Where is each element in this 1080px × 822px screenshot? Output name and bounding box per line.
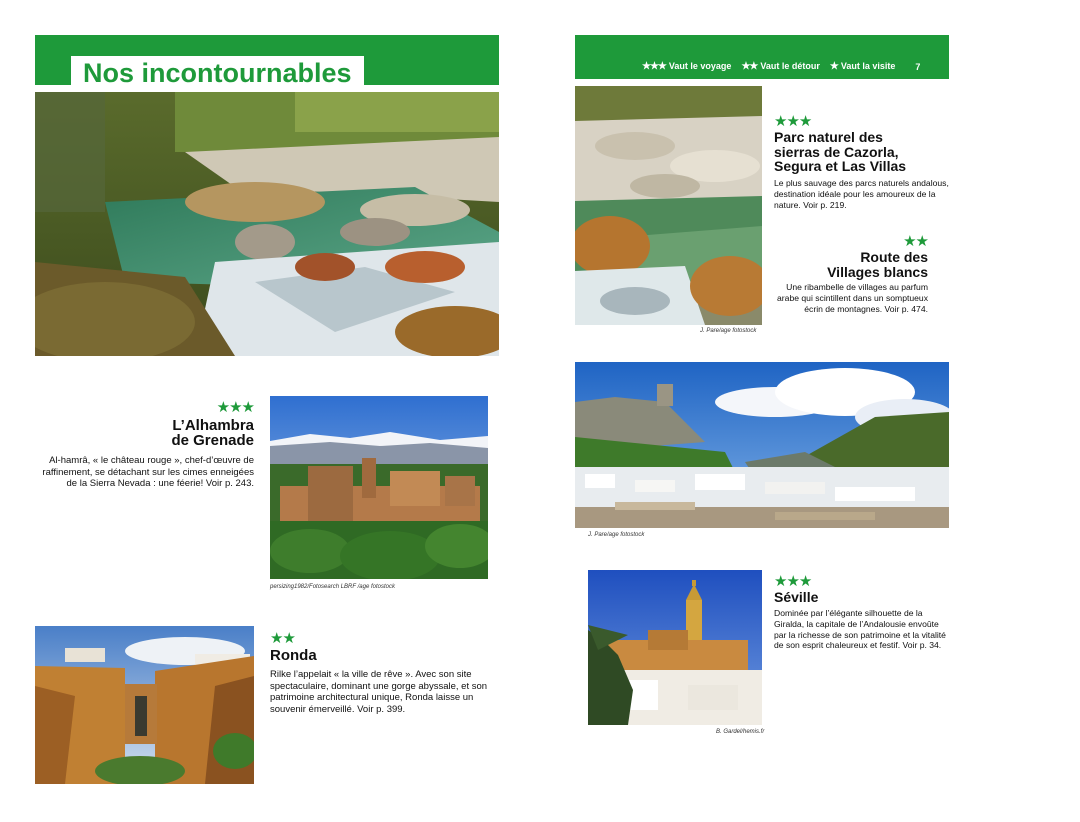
alhambra-heading-line1: L’Alhambra	[172, 417, 254, 434]
white-village-photo	[575, 362, 949, 528]
ronda-heading: Ronda	[270, 647, 317, 664]
cazorla-text: Le plus sauvage des parcs naturels andalous, destination idéale pour les amoureux de la nature. Voir p. 219.	[774, 178, 949, 210]
cazorla-heading-line2: sierras de Cazorla,	[774, 143, 899, 160]
cazorla-heading	[774, 130, 949, 174]
alhambra-stars: ★★★	[216, 399, 254, 416]
alhambra-text: Al-hamrâ, « le château rouge », chef-d’œuvre de raffinement, se détachant sur les cimes enneigées de la Sierra Nevada : une féerie! Voir p. 243.	[42, 455, 254, 489]
legend-stars-3: ★★★	[642, 61, 666, 72]
page-number: 7	[915, 61, 921, 72]
seville-stars: ★★★	[774, 573, 812, 590]
villages-stars: ★★	[903, 233, 928, 250]
legend-label-visite: Vaut la visite	[840, 61, 896, 71]
alhambra-photo	[270, 396, 488, 579]
seville-photo-credit: B. Gardel/hemis.fr	[716, 729, 765, 735]
legend-stars-2: ★★	[741, 61, 758, 72]
legend-stars-1: ★	[829, 61, 838, 72]
legend-item-voyage	[642, 61, 731, 72]
rating-legend	[642, 61, 920, 72]
cazorla-heading-line1: Parc naturel des	[774, 129, 883, 145]
villages-heading-line1: Route des	[860, 249, 928, 265]
villages-heading	[770, 250, 928, 279]
right-header-banner	[575, 35, 949, 79]
seville-text: Dominée par l’élégante silhouette de la Giralda, la capitale de l’Andalousie envoûte par la richesse de son patrimoine et la vitalité de son esprit chaleureux et festif. Voir p. 34.	[774, 608, 946, 651]
ronda-stars: ★★	[270, 630, 295, 647]
alhambra-photo-credit: persizing1982/Fotosearch LBRF /age fotostock	[270, 584, 395, 590]
alhambra-heading	[120, 418, 254, 448]
alhambra-heading-line2: de Grenade	[171, 432, 254, 449]
seville-heading: Séville	[774, 589, 819, 605]
legend-item-visite	[830, 61, 896, 72]
cazorla-photo-credit: J. Pare/age fotostock	[700, 328, 757, 334]
cazorla-stars: ★★★	[774, 113, 812, 130]
villages-text: Une ribambelle de villages au parfum arabe qui scintillent dans un somptueux écrin de montagnes. Voir p. 474.	[777, 282, 928, 314]
ronda-text: Rilke l’appelait « la ville de rêve ». Avec son site spectaculaire, dominant une gorge abyssale, et son patrimoine architectural unique, Ronda laisse un souvenir émerveillé. Voir p. 399.	[270, 669, 488, 715]
cazorla-heading-line3: Segura et Las Villas	[774, 158, 907, 174]
river-photo	[35, 92, 499, 356]
page-title: Nos incontournables	[71, 56, 364, 88]
seville-photo	[588, 570, 762, 725]
legend-label-voyage: Vaut le voyage	[668, 61, 732, 71]
legend-label-detour: Vaut le détour	[760, 61, 820, 71]
ronda-photo	[35, 626, 254, 784]
white-village-photo-credit: J. Pare/age fotostock	[588, 532, 645, 538]
cazorla-photo	[575, 86, 762, 325]
villages-heading-line2: Villages blancs	[827, 263, 928, 280]
legend-item-detour	[741, 61, 819, 72]
